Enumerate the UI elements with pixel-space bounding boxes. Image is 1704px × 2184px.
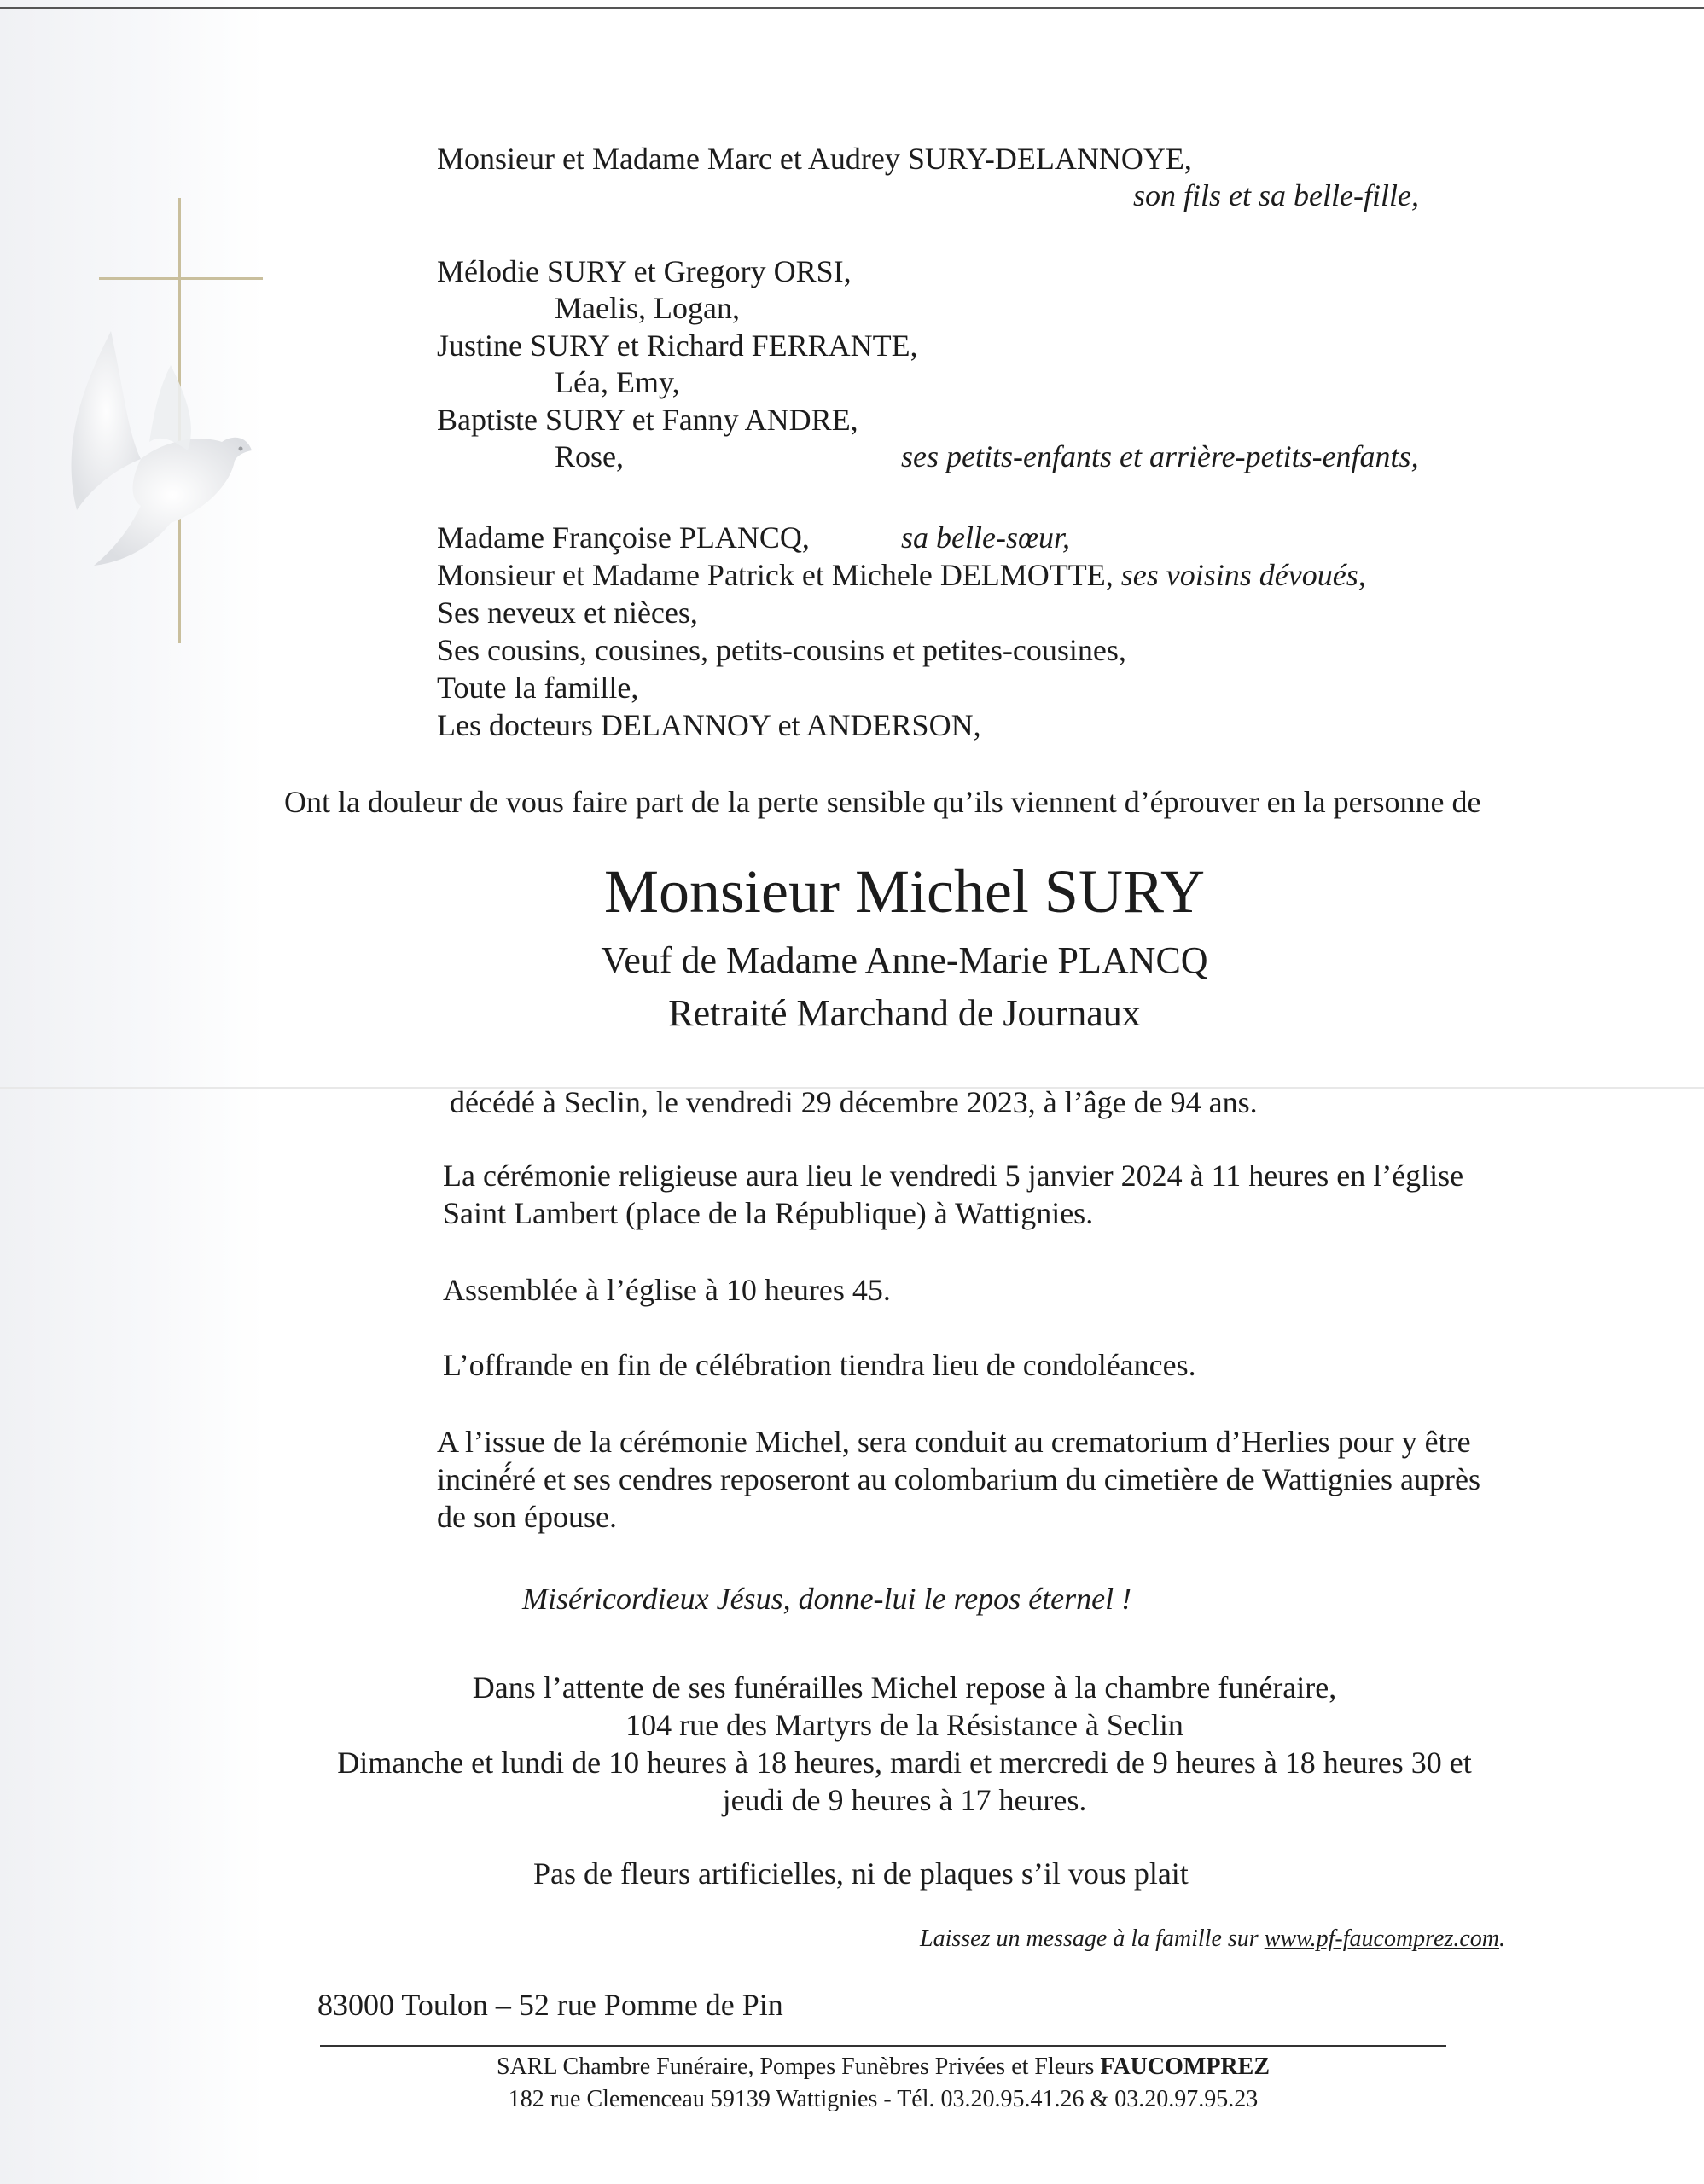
cremation-line: de son épouse.	[437, 1500, 617, 1534]
message-line	[920, 1925, 1505, 1954]
neighbours-relation: ses voisins dévoués,	[1120, 558, 1366, 592]
footer-company-line	[0, 2053, 1704, 2082]
grandchild-line: Mélodie SURY et Gregory ORSI,	[437, 254, 852, 288]
deceased-spouse: Veuf de Madame Anne-Marie PLANCQ	[601, 939, 1208, 981]
top-rule	[0, 7, 1704, 9]
great-grandchild-line: Maelis, Logan,	[555, 291, 740, 325]
neighbours-names: Monsieur et Madame Patrick et Michele DELMOTTE,	[437, 558, 1114, 592]
grandchild-line: Baptiste SURY et Fanny ANDRE,	[437, 403, 858, 437]
assembly-line: Assemblée à l’église à 10 heures 45.	[443, 1273, 891, 1307]
flowers-line: Pas de fleurs artificielles, ni de plaques s’il vous plait	[533, 1856, 1189, 1891]
ceremony-line: La cérémonie religieuse aura lieu le vendredi 5 janvier 2024 à 11 heures en l’église	[443, 1159, 1464, 1193]
cremation-line: inciné́ré et ses cendres reposeront au colombarium du cimetière de Wattignies auprès	[437, 1462, 1480, 1496]
footer-contact-line: 182 rue Clemenceau 59139 Wattignies - Tél. 03.20.95.41.26 & 03.20.97.95.23	[508, 2086, 1259, 2112]
rest-line: Dans l’attente de ses funérailles Michel repose à la chambre funéraire,	[472, 1670, 1337, 1705]
rest-line: Dimanche et lundi de 10 heures à 18 heures, mardi et mercredi de 9 heures à 18 heures 30 et	[337, 1745, 1472, 1780]
neighbours-line	[437, 556, 1366, 594]
family-line-son: Monsieur et Madame Marc et Audrey SURY-DELANNOYE,	[437, 142, 1192, 176]
ceremony-line: Saint Lambert (place de la République) à Wattignies.	[443, 1196, 1094, 1230]
family-other-line: Toute la famille,	[437, 671, 639, 705]
death-line: décédé à Seclin, le vendredi 29 décembre 2023, à l’âge de 94 ans.	[450, 1085, 1258, 1119]
message-prefix: Laissez un message à la famille sur	[920, 1926, 1259, 1952]
grandchild-line: Justine SURY et Richard FERRANTE,	[437, 328, 918, 363]
grandchildren-relation: ses petits-enfants et arrière-petits-enfants,	[901, 439, 1419, 473]
family-other-line: Ses neveux et nièces,	[437, 595, 698, 630]
family-other-line: Les docteurs DELANNOY et ANDERSON,	[437, 708, 981, 742]
dove-icon	[60, 314, 282, 570]
cremation-line: A l’issue de la cérémonie Michel, sera conduit au crematorium d’Herlies pour y être	[437, 1425, 1471, 1459]
family-other-line: Ses cousins, cousines, petits-cousins et petites-cousines,	[437, 633, 1126, 667]
family-relation-son: son fils et sa belle-fille,	[1133, 178, 1419, 212]
deceased-name: Monsieur Michel SURY	[603, 857, 1205, 926]
message-suffix: .	[1499, 1926, 1505, 1952]
great-grandchild-line: Léa, Emy,	[555, 365, 680, 399]
footer-company-name: FAUCOMPREZ	[1100, 2053, 1270, 2080]
address-line: 83000 Toulon – 52 rue Pomme de Pin	[317, 1988, 783, 2022]
announcement-line: Ont la douleur de vous faire part de la perte sensible qu’ils viennent d’éprouver en la personne de	[284, 785, 1481, 819]
website-link[interactable]: www.pf-faucomprez.com	[1264, 1926, 1499, 1952]
sister-in-law-line: Madame Françoise PLANCQ,	[437, 520, 810, 555]
sister-in-law-relation: sa belle-sœur,	[901, 520, 1070, 555]
rest-line: 104 rue des Martyrs de la Résistance à Seclin	[625, 1708, 1183, 1742]
cross-icon-bar	[99, 277, 263, 280]
rest-line: jeudi de 9 heures à 17 heures.	[722, 1783, 1087, 1817]
deceased-occupation: Retraité Marchand de Journaux	[668, 992, 1141, 1034]
footer-rule	[320, 2045, 1446, 2047]
footer-company-prefix: SARL Chambre Funéraire, Pompes Funèbres Privées et Fleurs	[497, 2053, 1095, 2080]
offering-line: L’offrande en fin de célébration tiendra lieu de condoléances.	[443, 1348, 1196, 1382]
great-grandchild-line: Rose,	[555, 439, 624, 473]
prayer-line: Miséricordieux Jésus, donne-lui le repos éternel !	[522, 1582, 1132, 1616]
